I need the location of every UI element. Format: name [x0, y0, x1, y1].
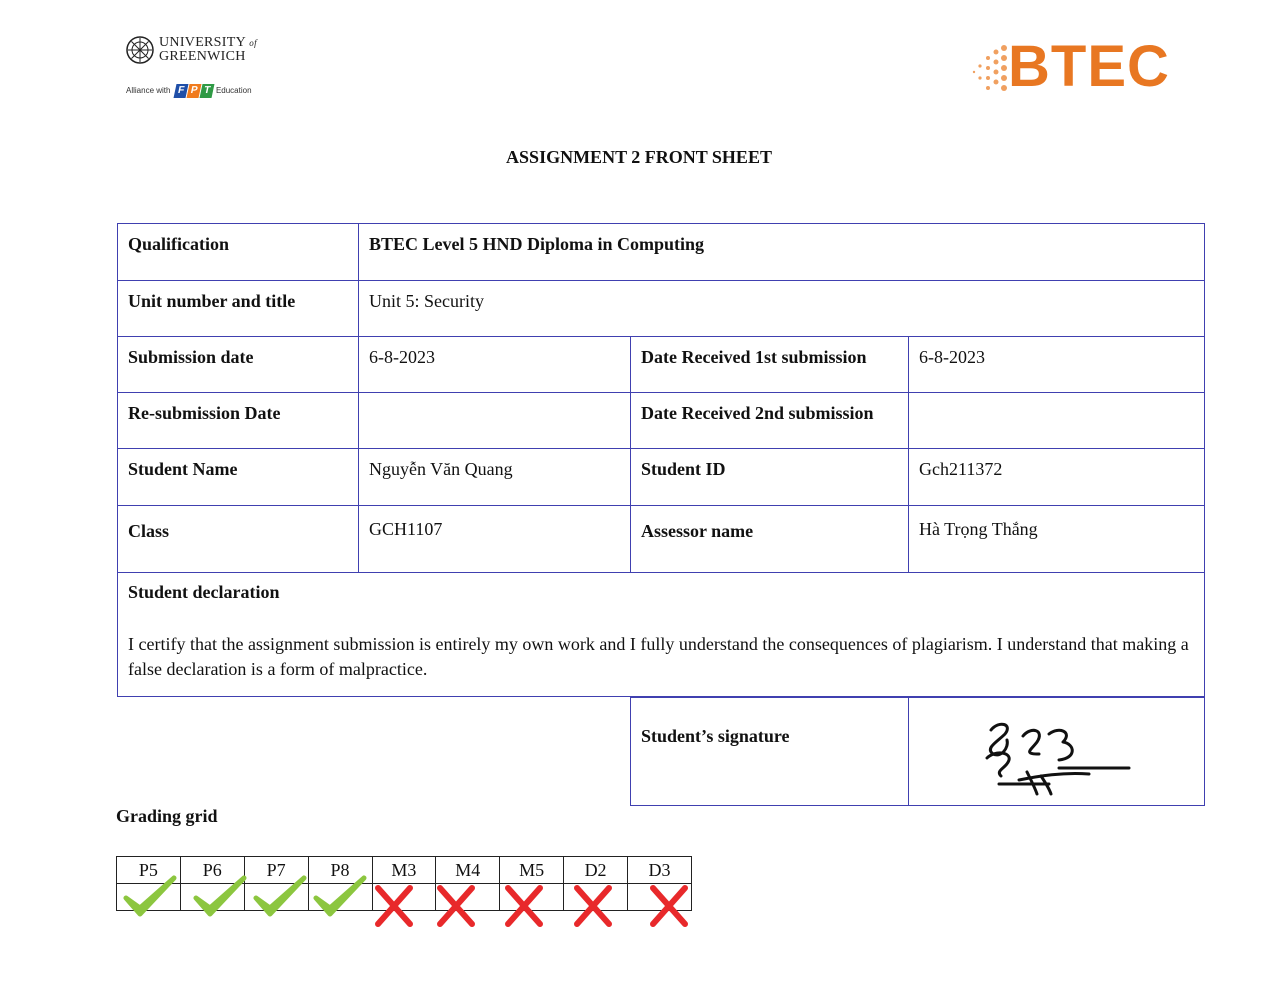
resubmission-row [118, 393, 1205, 449]
fpt-letter-f: F [173, 84, 188, 98]
qualification-value: BTEC Level 5 HND Diploma in Computing [359, 224, 1205, 281]
grading-marks-layer [116, 856, 716, 946]
unit-value: Unit 5: Security [359, 281, 1205, 337]
checkmark-icon [126, 878, 174, 914]
university-of-greenwich-logo [126, 34, 266, 98]
student-name-label: Student Name [118, 449, 359, 506]
criterion-p7: P7 [244, 857, 308, 884]
qualification-row [118, 224, 1205, 281]
alliance-prefix: Alliance with [126, 86, 171, 96]
criterion-m4: M4 [436, 857, 500, 884]
checkmark-icon [256, 878, 304, 914]
qualification-label: Qualification [118, 224, 359, 281]
date-received-2nd-value [909, 393, 1205, 449]
signature-label: Student’s signature [631, 698, 909, 806]
date-received-1st-label: Date Received 1st submission [631, 337, 909, 393]
unit-row [118, 281, 1205, 337]
btec-logo [970, 36, 1170, 100]
cross-icon [440, 888, 472, 924]
cross-icon [508, 888, 540, 924]
student-name-value: Nguyễn Văn Quang [359, 449, 631, 506]
resubmission-date-label: Re-submission Date [118, 393, 359, 449]
fpt-letter-p: P [186, 84, 201, 98]
signature-table [630, 697, 1205, 806]
signature-row [631, 698, 1205, 806]
date-received-1st-value: 6-8-2023 [909, 337, 1205, 393]
declaration-cell [118, 573, 1205, 697]
greenwich-word: GREENWICH [159, 49, 246, 64]
submission-date-value: 6-8-2023 [359, 337, 631, 393]
criterion-p5: P5 [117, 857, 181, 884]
student-id-value: Gch211372 [909, 449, 1205, 506]
resubmission-date-value [359, 393, 631, 449]
grading-grid-heading: Grading grid [116, 806, 218, 826]
class-row [118, 506, 1205, 573]
criterion-m5: M5 [500, 857, 564, 884]
fpt-logo [175, 86, 216, 95]
declaration-row [118, 573, 1205, 697]
declaration-text: I certify that the assignment submission is entirely my own work and I fully understand the consequences of plagiarism. I understand that making a false declaration is a form of malpractice. [128, 634, 1189, 679]
checkmark-icon [196, 878, 244, 914]
criterion-p8: P8 [308, 857, 372, 884]
class-label: Class [118, 506, 359, 573]
submission-date-label: Submission date [118, 337, 359, 393]
criterion-m3: M3 [372, 857, 436, 884]
criterion-p6: P6 [180, 857, 244, 884]
handwritten-signature [979, 718, 1139, 798]
front-sheet-table [117, 223, 1205, 697]
criterion-d2: D2 [564, 857, 628, 884]
assessor-name-value: Hà Trọng Thắng [909, 506, 1205, 573]
university-word: UNIVERSITY [159, 35, 246, 50]
fpt-letter-t: T [199, 84, 214, 98]
university-of-word: of [249, 38, 257, 48]
assessor-name-label: Assessor name [631, 506, 909, 573]
alliance-suffix: Education [215, 86, 252, 96]
cross-icon [653, 888, 685, 924]
btec-dots-icon [970, 42, 1010, 98]
btec-wordmark: BTEC [1008, 34, 1170, 99]
signature-cell [909, 698, 1205, 806]
submission-row [118, 337, 1205, 393]
fpt-alliance-line [126, 84, 252, 98]
checkmark-icon [316, 878, 364, 914]
cross-icon [577, 888, 609, 924]
page-title: ASSIGNMENT 2 FRONT SHEET [506, 147, 772, 167]
student-row [118, 449, 1205, 506]
class-value: GCH1107 [359, 506, 631, 573]
unit-label: Unit number and title [118, 281, 359, 337]
cross-icon [378, 888, 410, 924]
student-id-label: Student ID [631, 449, 909, 506]
greenwich-crest-icon [126, 36, 154, 64]
declaration-heading: Student declaration [128, 582, 280, 602]
criterion-d3: D3 [628, 857, 692, 884]
date-received-2nd-label: Date Received 2nd submission [631, 393, 909, 449]
